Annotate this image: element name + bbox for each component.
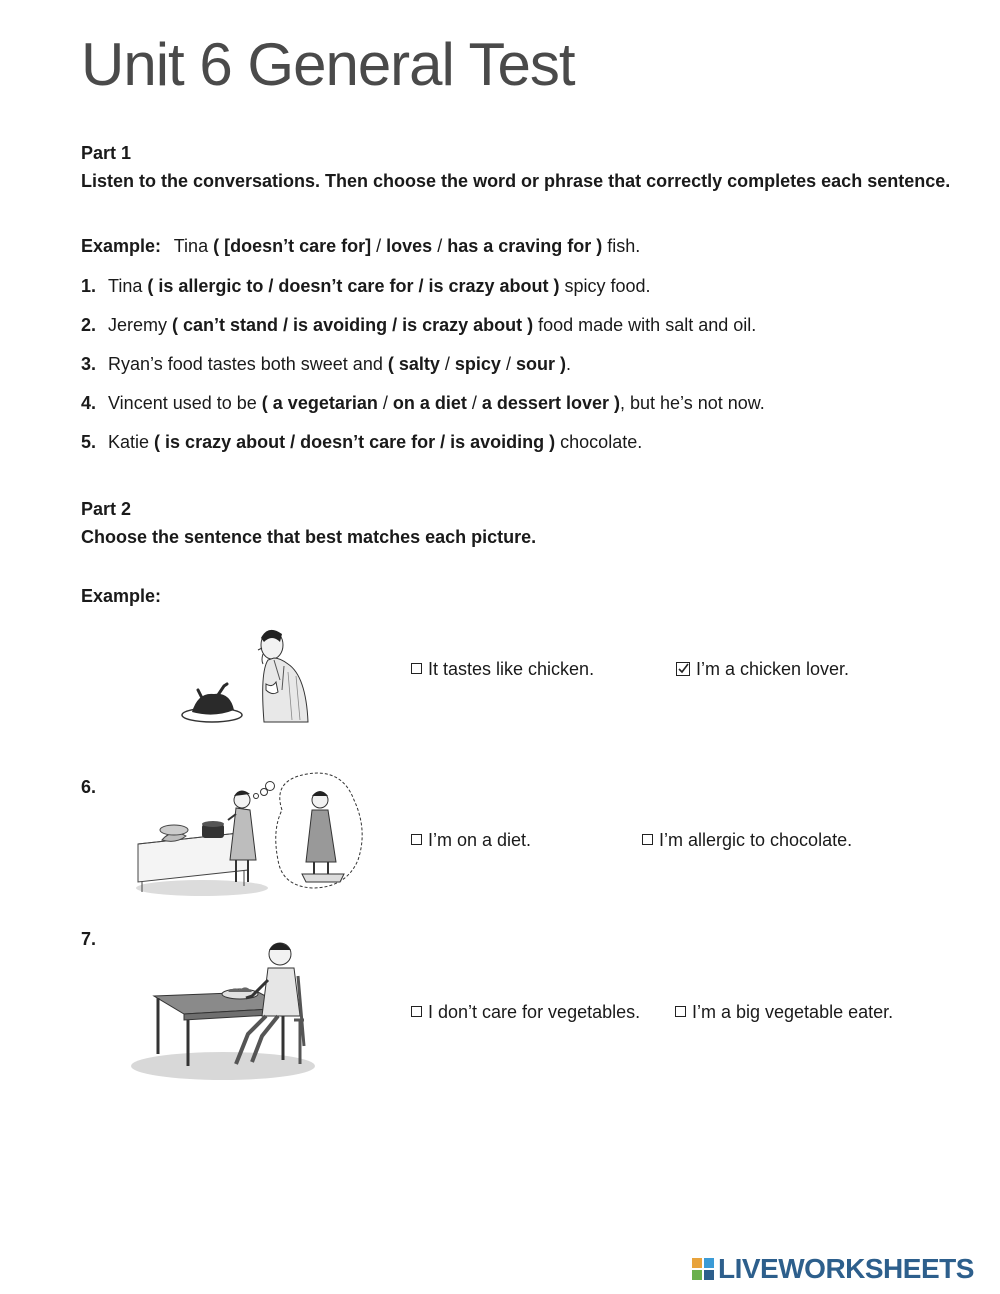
question-5-choices[interactable]: ( is crazy about / doesn’t care for / is avoiding )	[154, 432, 556, 452]
question-2-choices[interactable]: ( can’t stand / is avoiding / is crazy about )	[172, 315, 534, 335]
checkbox-checked-icon[interactable]	[676, 662, 690, 676]
example-option-a[interactable]: ( [doesn’t care for]	[213, 236, 372, 256]
example-label: Example:	[81, 236, 162, 256]
example-option-chicken-taste[interactable]	[411, 659, 594, 680]
question-4-choice-c[interactable]: a dessert lover )	[481, 393, 620, 413]
logo-cubes-icon	[692, 1258, 714, 1280]
question-4-choice-a[interactable]: ( a vegetarian	[261, 393, 378, 413]
part1-label: Part 1	[81, 143, 132, 163]
part1-instruction: Listen to the conversations. Then choose the word or phrase that correctly completes each sentence.	[81, 171, 951, 191]
question-post: food made with salt and oil.	[538, 315, 757, 335]
part1-example	[81, 236, 640, 257]
question-3-choice-a[interactable]: ( salty	[387, 354, 440, 374]
question-6-option-allergic[interactable]	[642, 830, 852, 851]
question-pre: Jeremy	[108, 315, 168, 335]
dieting-woman-illustration	[132, 770, 367, 900]
question-number: 5.	[81, 432, 97, 452]
example-option-c[interactable]: has a craving for )	[447, 236, 603, 256]
question-post: , but he’s not now.	[619, 393, 765, 413]
separator: /	[432, 236, 448, 256]
question-6-option-diet[interactable]	[411, 830, 531, 851]
question-3: 3. Ryan’s food tastes both sweet and ( salty / spicy / sour ).	[81, 354, 571, 374]
question-1-choices[interactable]: ( is allergic to / doesn’t care for / is crazy about )	[147, 276, 560, 296]
question-7-option-big-eater[interactable]	[675, 1002, 893, 1023]
question-number: 2.	[81, 315, 97, 335]
option-label: I’m a big vegetable eater.	[692, 1002, 894, 1022]
question-post: spicy food.	[564, 276, 651, 296]
option-label: I’m a chicken lover.	[696, 659, 850, 679]
option-label: I’m allergic to chocolate.	[659, 830, 853, 850]
example-option-chicken-lover[interactable]	[676, 659, 849, 680]
question-2	[81, 315, 756, 336]
example-pre: Tina	[173, 236, 209, 256]
question-pre: Vincent used to be	[108, 393, 257, 413]
vegetable-eater-illustration	[128, 936, 323, 1086]
question-pre: Ryan’s food tastes both sweet and	[108, 354, 383, 374]
question-pre: Tina	[108, 276, 143, 296]
part2-instruction: Choose the sentence that best matches each picture.	[81, 527, 537, 547]
question-3-choice-c[interactable]: sour )	[515, 354, 566, 374]
question-number: 4.	[81, 393, 97, 413]
question-5	[81, 432, 642, 453]
question-6-number: 6.	[81, 777, 97, 797]
part2-example-label: Example:	[81, 586, 162, 606]
logo-text: LIVEWORKSHEETS	[718, 1253, 974, 1284]
example-post: fish.	[607, 236, 641, 256]
checkbox-empty-icon[interactable]	[675, 1006, 686, 1017]
question-post: .	[565, 354, 571, 374]
checkbox-empty-icon[interactable]	[411, 1006, 422, 1017]
option-label: I’m on a diet.	[428, 830, 532, 850]
option-label: It tastes like chicken.	[428, 659, 595, 679]
question-7-option-dont-care[interactable]	[411, 1002, 640, 1023]
question-3-choice-b[interactable]: spicy	[454, 354, 501, 374]
checkbox-empty-icon[interactable]	[642, 834, 653, 845]
separator: /	[371, 236, 387, 256]
chicken-lover-illustration	[180, 620, 360, 730]
question-post: chocolate.	[560, 432, 643, 452]
option-label: I don’t care for vegetables.	[428, 1002, 641, 1022]
question-pre: Katie	[108, 432, 150, 452]
checkbox-empty-icon[interactable]	[411, 834, 422, 845]
question-7-number: 7.	[81, 929, 97, 949]
checkbox-empty-icon[interactable]	[411, 663, 422, 674]
question-number: 1.	[81, 276, 97, 296]
question-4-choice-b[interactable]: on a diet	[392, 393, 467, 413]
question-4: 4. Vincent used to be ( a vegetarian / on a diet / a dessert lover ), but he’s not now.	[81, 393, 765, 413]
example-option-b[interactable]: loves	[386, 236, 433, 256]
question-number: 3.	[81, 354, 97, 374]
page-title: Unit 6 General Test	[81, 31, 575, 98]
part2-label: Part 2	[81, 499, 132, 519]
question-1	[81, 276, 651, 297]
liveworksheets-logo[interactable]	[692, 1254, 974, 1284]
